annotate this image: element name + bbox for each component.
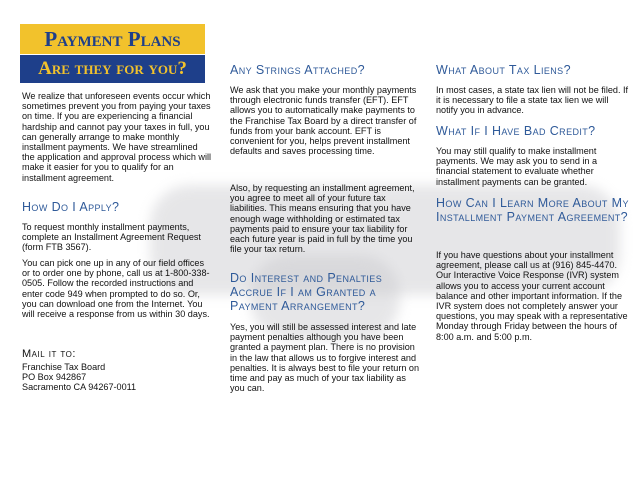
address-line-3: Sacramento CA 94267-0011 bbox=[22, 382, 137, 392]
liens-heading: What About Tax Liens? bbox=[436, 63, 571, 77]
address-line-1: Franchise Tax Board bbox=[22, 362, 106, 372]
bad-credit-paragraph: You may still qualify to make installment payments. We may ask you to send in a financial statement to evaluate whether installment payments can be granted. bbox=[436, 146, 598, 187]
bad-credit-heading: What If I Have Bad Credit? bbox=[436, 124, 596, 138]
strings-paragraph-2: Also, by requesting an installment agreement, you agree to meet all of your future tax liabilities. This means ensuring that you have enough wage withholding or estimated tax payments paid to ensure your tax liability for each future year is paid in full by the time you file your tax return. bbox=[230, 183, 415, 255]
strings-paragraph-1: We ask that you make your monthly payments through electronic funds transfer (EFT). EFT allows you to automatically make payments to the Franchise Tax Board by a direct transfer of funds from your bank account. EFT is convenient for you, helps prevent installment defaults and saves processing time. bbox=[230, 85, 417, 157]
mail-heading: Mail it to: bbox=[22, 348, 76, 360]
banner-title: Payment Plans bbox=[20, 24, 205, 54]
learn-heading: How Can I Learn More About My Installment Payment Agreement? bbox=[436, 196, 629, 224]
apply-paragraph-1: To request monthly installment payments, complete an Installment Agreement Request (form FTB 3567). bbox=[22, 222, 201, 253]
learn-paragraph: If you have questions about your installment agreement, please call us at (916) 845-4470. Our Interactive Voice Response (IVR) system allows you to access your current account balance and other important information. If the IVR system does not completely answer your questions, you may speak with a representative Monday through Friday between the hours of 8:00 a.m. and 5:00 p.m. bbox=[436, 250, 628, 342]
strings-heading: Any Strings Attached? bbox=[230, 63, 365, 77]
apply-paragraph-2: You can pick one up in any of our field offices or to order one by phone, call us at 1-800-338-0505. Follow the recorded instructions and enter code 949 when prompted to do so. Or, you can download one from the Internet. You will receive a response from us within 30 days. bbox=[22, 258, 210, 320]
interest-heading: Do Interest and Penalties Accrue If I am Granted a Payment Arrangement? bbox=[230, 271, 383, 313]
address-line-2: PO Box 942867 bbox=[22, 372, 87, 382]
liens-paragraph: In most cases, a state tax lien will not be filed. If it is necessary to file a state tax lien we will notify you in advance. bbox=[436, 85, 629, 116]
interest-paragraph: Yes, you will still be assessed interest and late payment penalties although you have been granted a payment plan. There is no provision in the law that allows us to forgive interest and penalties. It is always best to file your return on time and pay as much of your tax liability as you can. bbox=[230, 322, 420, 394]
intro-paragraph: We realize that unforeseen events occur which sometimes prevent you from paying your taxes on time. If you are experiencing a financial hardship and cannot pay your taxes in full, you can generally arrange to make monthly installment payments. We have streamlined the application and approval process which will make it easier for you to qualify for an installment agreement. bbox=[22, 91, 212, 183]
banner-subtitle: Are they for you? bbox=[20, 55, 205, 83]
apply-heading: How Do I Apply? bbox=[22, 200, 120, 214]
